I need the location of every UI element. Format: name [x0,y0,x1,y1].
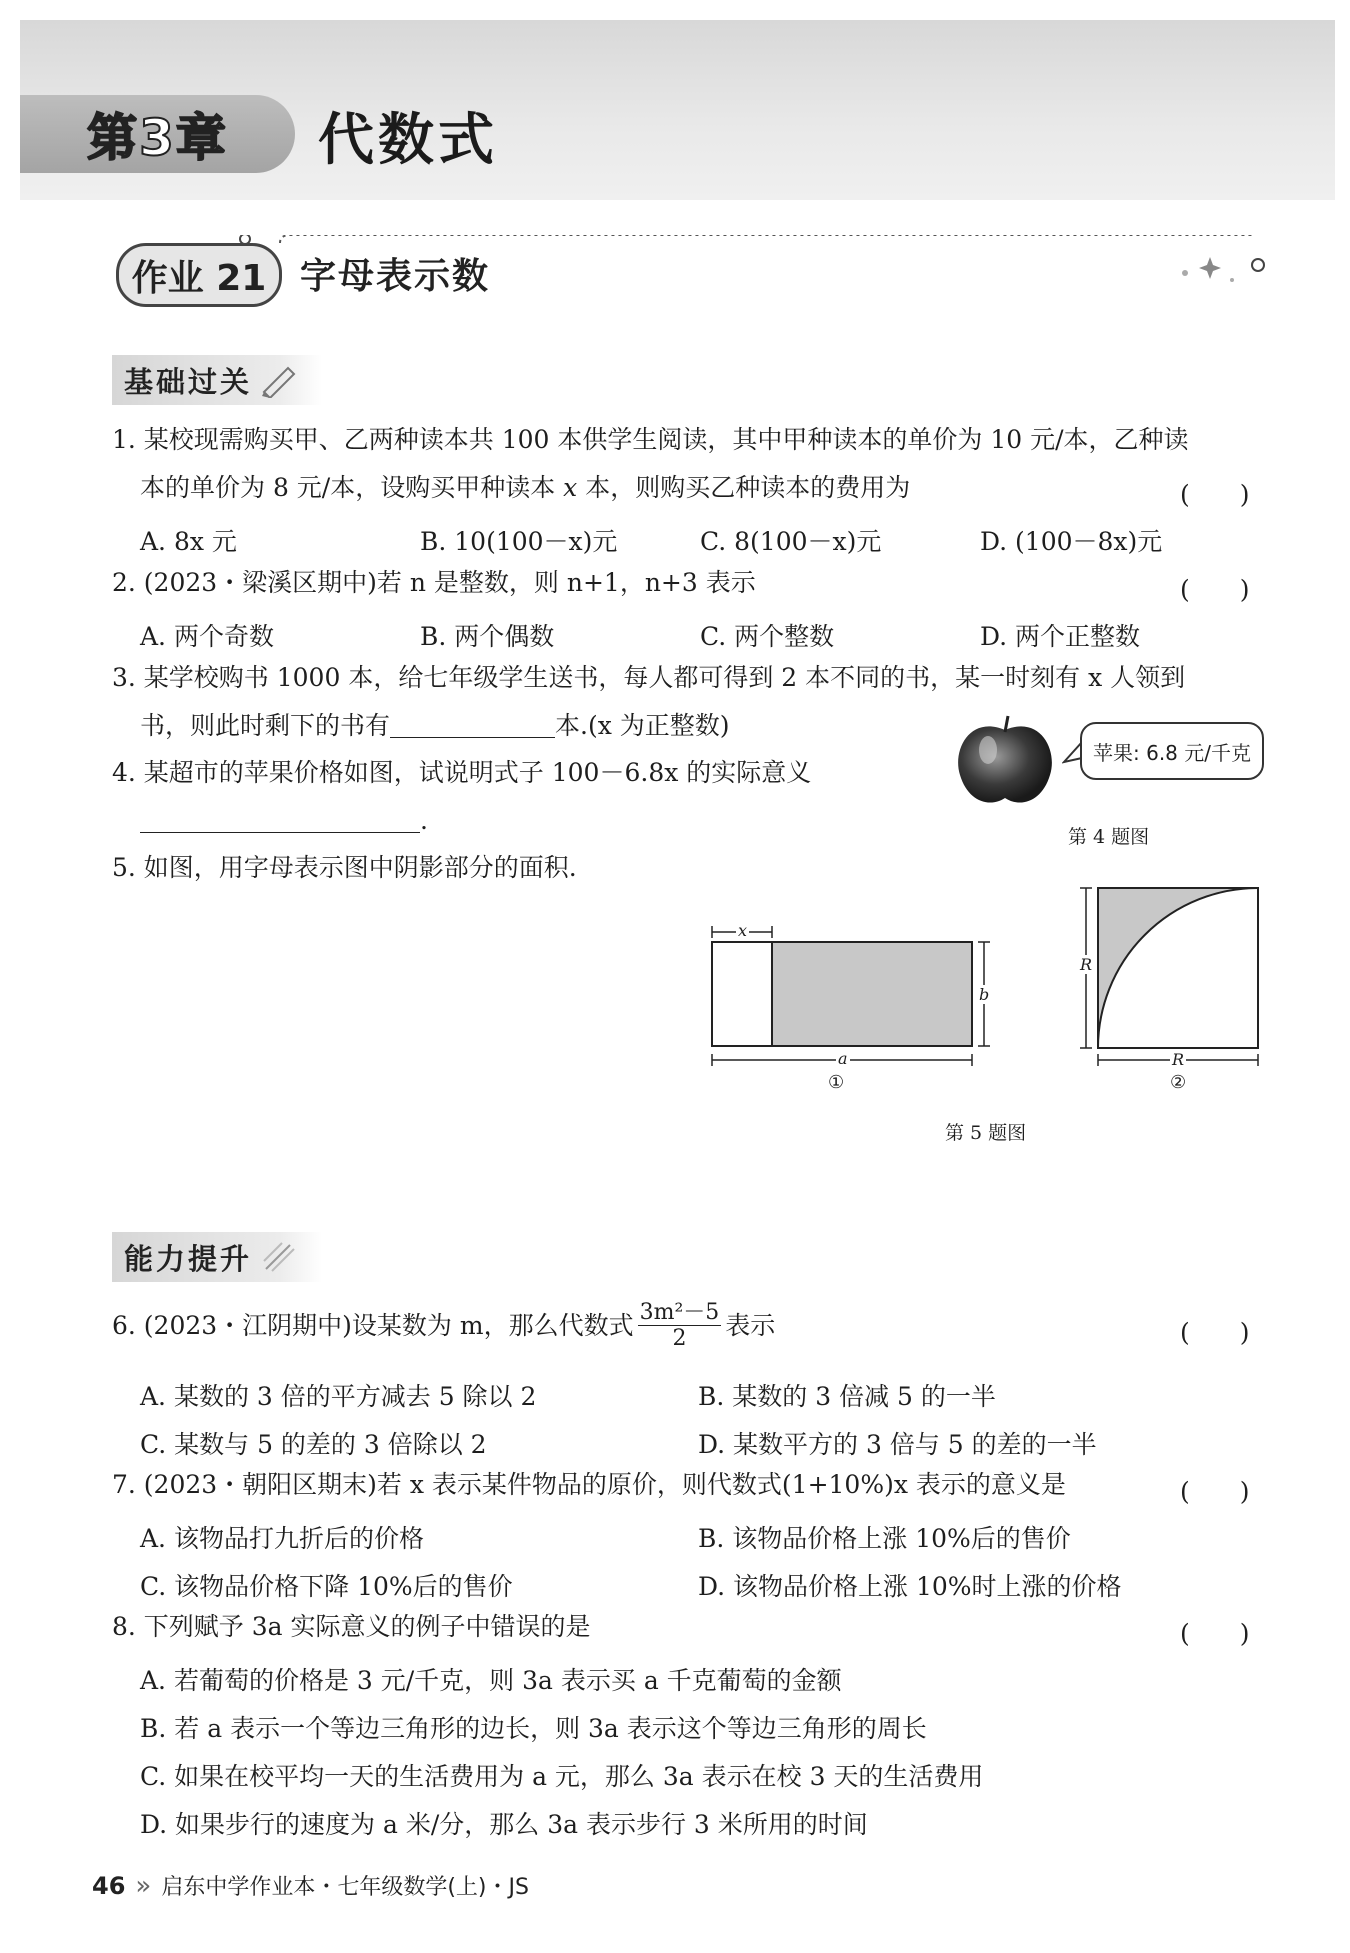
q6-option-a: A. 某数的 3 倍的平方减去 5 除以 2 [140,1382,537,1411]
q1-line2: 本的单价为 8 元/本，设购买甲种读本 x 本，则购买乙种读本的费用为 [140,473,911,502]
q7-option-d: D. 该物品价格上涨 10%时上涨的价格 [698,1572,1122,1601]
q7-option-c: C. 该物品价格下降 10%后的售价 [140,1572,513,1601]
q4-line2: . [140,808,428,833]
q6-option-b: B. 某数的 3 倍减 5 的一半 [698,1382,996,1411]
pencil-icon [260,362,300,398]
q8-option-b: B. 若 a 表示一个等边三角形的边长，则 3a 表示这个等边三角形的周长 [140,1714,927,1743]
q4-line1: 4. 某超市的苹果价格如图，试说明式子 100－6.8x 的实际意义 [112,758,812,787]
page-number: 46 [92,1871,126,1900]
double-chevron-icon: » [135,1870,152,1901]
q6-option-c: C. 某数与 5 的差的 3 倍除以 2 [140,1430,487,1459]
q7-option-b: B. 该物品价格上涨 10%后的售价 [698,1524,1071,1553]
fig2-label-r-left: R [1080,955,1093,974]
chapter-badge-text: 第3章 [87,109,228,167]
section-basic-title: 基础过关 [124,364,253,399]
q3-answer-blank[interactable] [390,713,555,738]
q5-figure-2 [1070,880,1270,1070]
q2-option-b: B. 两个偶数 [420,622,555,651]
apple-price-bubble [1080,722,1264,780]
q1-option-b: B. 10(100－x)元 [420,527,618,556]
q2-option-d: D. 两个正整数 [980,622,1141,651]
q8-line1: 8. 下列赋予 3a 实际意义的例子中错误的是 [112,1612,591,1641]
homework-badge: 作业 21 [116,243,282,307]
q5-line1: 5. 如图，用字母表示图中阴影部分的面积. [112,853,577,882]
q5-figure-1 [700,920,1000,1100]
q8-option-c: C. 如果在校平均一天的生活费用为 a 元，那么 3a 表示在校 3 天的生活费用 [140,1762,984,1791]
page-footer [92,1870,529,1901]
q1-option-a: A. 8x 元 [140,527,237,556]
q2-line1: 2. (2023・梁溪区期中)若 n 是整数，则 n+1，n+3 表示 [112,568,756,597]
q8-answer-paren[interactable]: ( ) [1180,1619,1250,1648]
q2-option-c: C. 两个整数 [700,622,835,651]
apple-price-text: 苹果: 6.8 元/千克 [1093,740,1251,765]
q3-line2: 书，则此时剩下的书有 本.(x 为正整数) [140,711,730,740]
section-advanced-tag [112,1232,322,1282]
fig2-number: ② [1170,1072,1187,1093]
q7-line1: 7. (2023・朝阳区期末)若 x 表示某件物品的原价，则代数式(1+10%)x 表示的意义是 [112,1470,1066,1499]
q1-answer-paren[interactable]: ( ) [1180,480,1250,509]
q2-answer-paren[interactable]: ( ) [1180,575,1250,604]
section-basic-tag [112,355,322,405]
homework-title-frame [110,235,1280,305]
q1-line1: 1. 某校现需购买甲、乙两种读本共 100 本供学生阅读，其中甲种读本的单价为 10 元/本，乙种读 [112,425,1189,454]
fig1-label-b: b [979,985,990,1004]
q1-option-c: C. 8(100－x)元 [700,527,882,556]
q1-option-d: D. (100－8x)元 [980,527,1163,556]
q8-option-d: D. 如果步行的速度为 a 米/分，那么 3a 表示步行 3 米所用的时间 [140,1810,868,1839]
book-title: 启东中学作业本・七年级数学(上)・JS [161,1875,529,1900]
section-advanced-title: 能力提升 [124,1241,253,1276]
q7-answer-paren[interactable]: ( ) [1180,1477,1250,1506]
q6-option-d: D. 某数平方的 3 倍与 5 的差的一半 [698,1430,1097,1459]
q3-line1: 3. 某学校购书 1000 本，给七年级学生送书，每人都可得到 2 本不同的书，某一时刻有 x 人领到 [112,663,1186,692]
apple-image [950,710,1060,810]
fig1-label-x: x [738,921,748,940]
q6-answer-paren[interactable]: ( ) [1180,1318,1250,1347]
q4-figure-caption: 第 4 题图 [1068,826,1150,848]
q8-option-a: A. 若葡萄的价格是 3 元/千克，则 3a 表示买 a 千克葡萄的金额 [140,1666,842,1695]
sparkle-icon [260,1239,300,1275]
q2-option-a: A. 两个奇数 [140,622,274,651]
q6-fraction: 3m²－5 2 [639,1300,720,1352]
q7-option-a: A. 该物品打九折后的价格 [140,1524,424,1553]
chapter-badge [20,95,295,173]
q6-line1: 6. (2023・江阴期中)设某数为 m，那么代数式 3m²－5 2 表示 [112,1300,776,1352]
fig2-label-r-bottom: R [1172,1050,1185,1069]
q4-answer-blank[interactable] [140,808,420,833]
chapter-title: 代数式 [318,108,498,173]
q5-figure-caption: 第 5 题图 [945,1122,1027,1144]
homework-title: 字母表示数 [300,256,491,297]
fig1-label-a: a [838,1049,848,1068]
fig1-number: ① [828,1072,845,1093]
